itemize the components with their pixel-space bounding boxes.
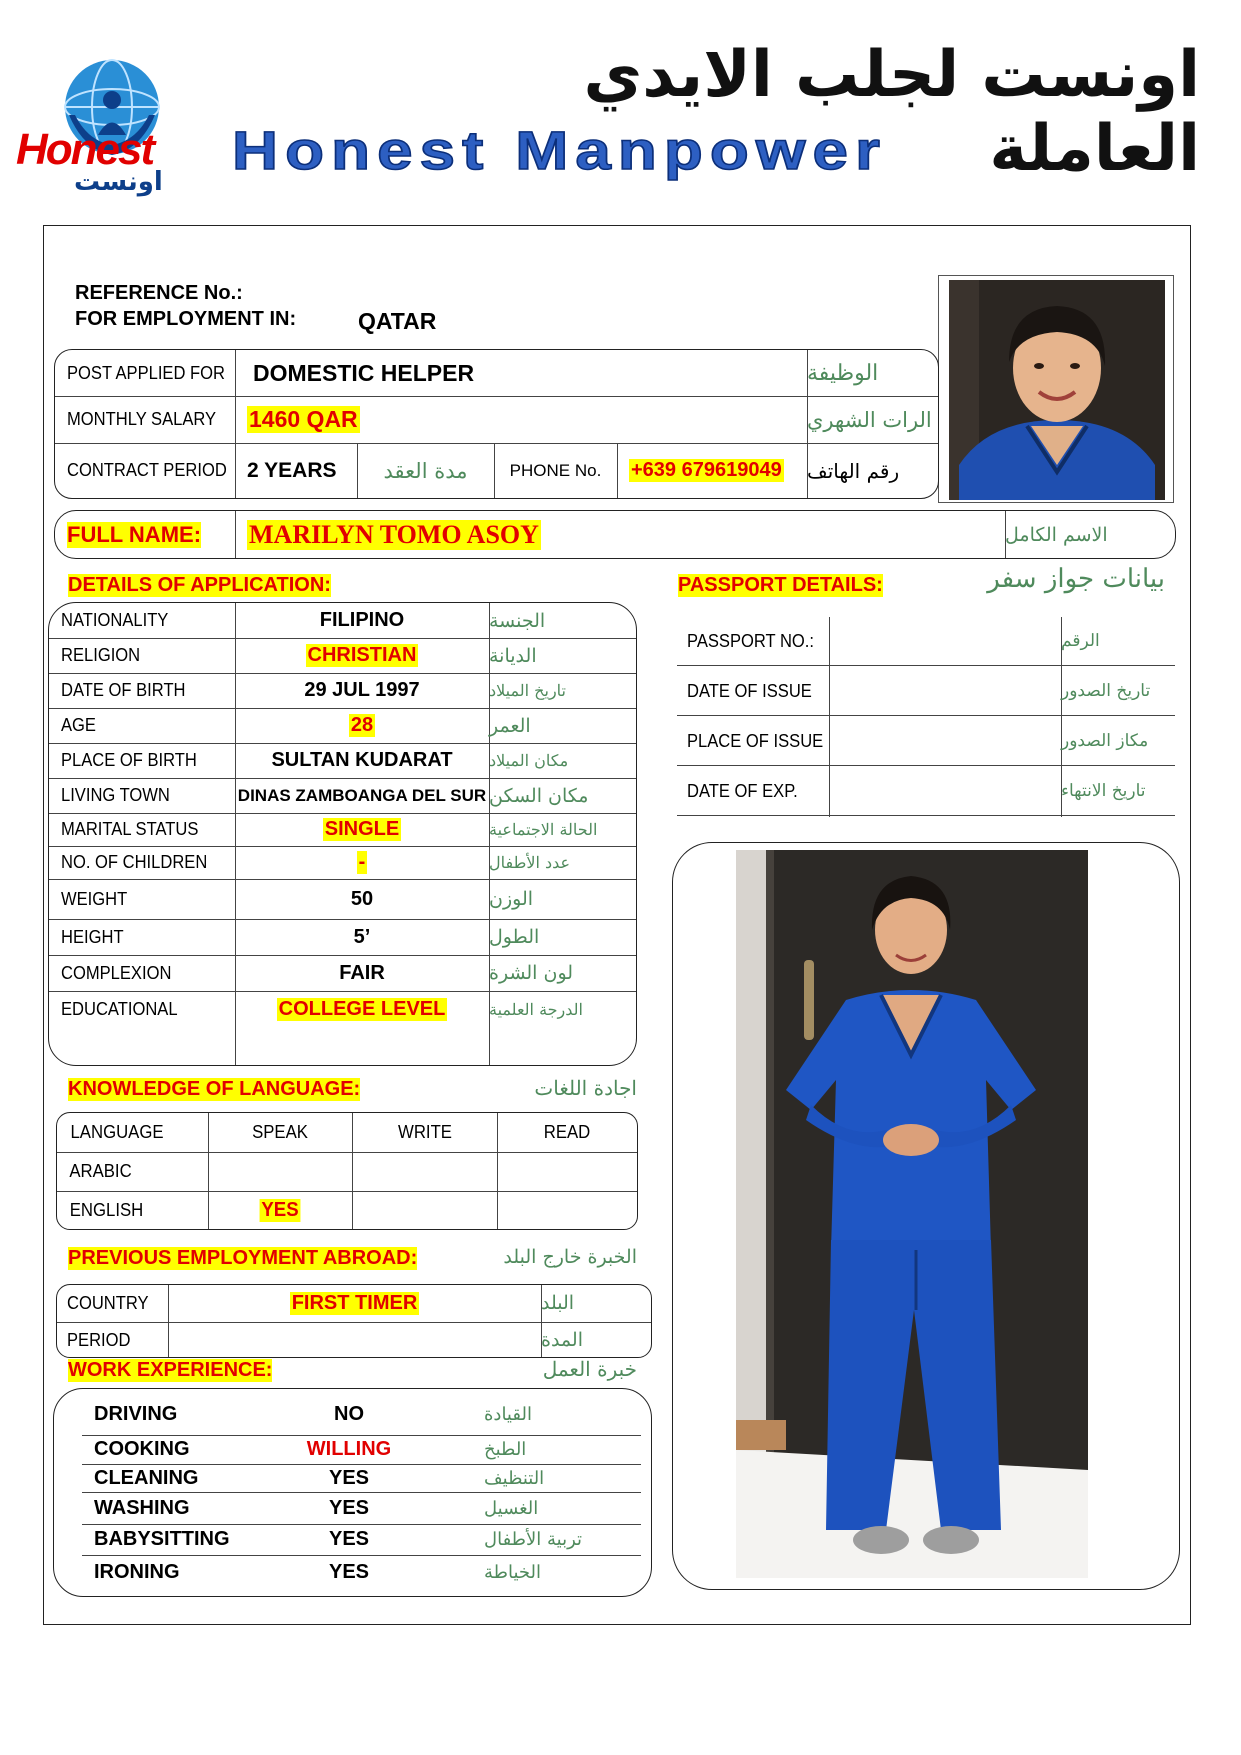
salary-label: MONTHLY SALARY	[67, 409, 217, 429]
language-cell	[208, 1152, 352, 1191]
post-value: DOMESTIC HELPER	[253, 359, 475, 386]
detail-arabic: الحالة الاجتماعية	[489, 820, 598, 839]
language-header: SPEAK	[252, 1122, 308, 1142]
language-cell	[208, 1191, 352, 1229]
previous-label: PERIOD	[67, 1329, 131, 1350]
passport-arabic: الرقم	[1061, 631, 1100, 651]
work-arabic: القيادة	[484, 1403, 532, 1425]
phone-value: +639 679619049	[631, 459, 782, 481]
detail-label: DATE OF BIRTH	[61, 680, 186, 700]
previous-table	[56, 1284, 652, 1358]
language-header: LANGUAGE	[70, 1122, 164, 1142]
detail-value: -	[358, 851, 366, 873]
detail-value: FAIR	[339, 961, 385, 984]
detail-label: WEIGHT	[61, 888, 128, 909]
detail-value: SINGLE	[324, 818, 400, 840]
work-value: YES	[328, 1466, 370, 1489]
language-cell	[497, 1152, 637, 1191]
detail-value: 29 JUL 1997	[304, 679, 420, 701]
language-header: READ	[543, 1122, 591, 1142]
work-arabic: التنظيف	[484, 1467, 545, 1489]
salary-value: 1460 QAR	[249, 406, 358, 432]
passport-label: PLACE OF ISSUE	[687, 730, 824, 751]
work-arabic: تربية الأطفال	[484, 1529, 583, 1550]
detail-value: FILIPINO	[319, 609, 405, 631]
phone-label: PHONE No.	[509, 460, 602, 480]
detail-value-cell	[235, 673, 489, 708]
language-value: ENGLISH	[69, 1199, 144, 1220]
language-table	[56, 1112, 638, 1230]
detail-arabic: مكان السكن	[489, 784, 589, 807]
detail-value-cell	[235, 603, 489, 638]
passport-label: PASSPORT NO.:	[687, 630, 815, 651]
full-name-arabic: الاسم الكامل	[1005, 523, 1108, 546]
full-name-box	[54, 510, 1176, 559]
detail-value-cell	[235, 955, 489, 991]
detail-arabic: الطول	[489, 926, 540, 948]
detail-label: NO. OF CHILDREN	[61, 852, 208, 872]
previous-arabic: المدة	[541, 1329, 583, 1351]
detail-arabic: الدرجة العلمية	[489, 999, 583, 1019]
detail-value: 50	[350, 887, 374, 910]
detail-arabic: عدد الأطفال	[489, 853, 571, 872]
work-value: YES	[328, 1496, 370, 1519]
contract-arabic: مدة العقد	[383, 458, 468, 483]
passport-label: DATE OF EXP.	[687, 780, 798, 801]
detail-label: LIVING TOWN	[61, 785, 170, 805]
detail-value-cell	[235, 846, 489, 879]
details-table	[48, 602, 637, 1066]
salary-arabic: الرات الشهري	[807, 407, 932, 432]
language-heading-arabic: اجادة اللغات	[534, 1076, 637, 1100]
work-heading-arabic: خبرة العمل	[542, 1357, 637, 1381]
language-cell	[208, 1113, 352, 1152]
language-cell	[352, 1152, 497, 1191]
passport-value	[837, 717, 1057, 765]
passport-arabic: تاريخ الانتهاء	[1061, 781, 1146, 801]
language-cell	[67, 1152, 208, 1191]
detail-value-cell	[235, 743, 489, 778]
previous-value: FIRST TIMER	[291, 1291, 418, 1314]
work-arabic: الخياطة	[484, 1561, 541, 1583]
detail-arabic: تاريخ الميلاد	[489, 681, 566, 700]
detail-value: 5’	[353, 925, 371, 948]
detail-value-cell	[235, 813, 489, 846]
work-table	[53, 1388, 652, 1597]
previous-heading: PREVIOUS EMPLOYMENT ABROAD:	[68, 1247, 418, 1269]
logo-word: Honest	[16, 125, 154, 174]
post-label: POST APPLIED FOR	[67, 362, 225, 383]
passport-table	[677, 617, 1175, 817]
detail-value: DINAS ZAMBOANGA DEL SUR	[237, 785, 487, 805]
detail-label: PLACE OF BIRTH	[61, 750, 197, 770]
passport-value	[837, 767, 1057, 815]
work-label: DRIVING	[94, 1402, 178, 1425]
detail-value: COLLEGE LEVEL	[278, 997, 446, 1020]
previous-label: COUNTRY	[67, 1292, 149, 1313]
passport-arabic: مكاز الصدور	[1061, 731, 1149, 751]
detail-value-cell	[235, 991, 489, 1027]
detail-arabic: العمر	[489, 714, 531, 737]
language-header: WRITE	[397, 1122, 452, 1142]
contract-label: CONTRACT PERIOD	[67, 460, 227, 480]
work-label: IRONING	[94, 1560, 180, 1583]
language-value: YES	[261, 1198, 299, 1221]
work-value: YES	[328, 1560, 370, 1583]
detail-arabic: الديانة	[489, 644, 537, 667]
applicant-photo-full	[736, 850, 1088, 1578]
company-name-english: Honest Manpower	[232, 121, 887, 181]
detail-arabic: الوزن	[489, 888, 534, 910]
work-arabic: الطبخ	[484, 1439, 527, 1460]
work-heading: WORK EXPERIENCE:	[68, 1359, 273, 1381]
full-name-label: FULL NAME:	[67, 521, 202, 547]
company-logo	[14, 55, 194, 195]
employment-label: FOR EMPLOYMENT IN:	[75, 308, 297, 330]
detail-value-cell	[235, 708, 489, 743]
detail-label: NATIONALITY	[61, 610, 169, 630]
application-heading: DETAILS OF APPLICATION:	[68, 574, 331, 596]
passport-value	[837, 617, 1057, 665]
language-cell	[497, 1191, 637, 1229]
passport-label: DATE OF ISSUE	[687, 680, 812, 701]
detail-arabic: الجنسة	[489, 609, 546, 632]
work-label: WASHING	[94, 1496, 190, 1519]
detail-label: RELIGION	[61, 645, 141, 665]
work-value: WILLING	[306, 1438, 392, 1460]
detail-label: EDUCATIONAL	[61, 998, 178, 1019]
contract-value: 2 YEARS	[247, 458, 337, 482]
detail-value-cell	[235, 879, 489, 919]
language-heading: KNOWLEDGE OF LANGUAGE:	[68, 1078, 361, 1100]
work-arabic: الغسيل	[484, 1497, 539, 1519]
previous-arabic: البلد	[541, 1292, 575, 1314]
passport-heading-arabic: بيانات جواز سفر	[987, 564, 1165, 594]
detail-arabic: لون الشرة	[489, 962, 574, 984]
detail-value: SULTAN KUDARAT	[271, 749, 453, 771]
detail-value-cell	[235, 919, 489, 955]
work-label: CLEANING	[94, 1466, 199, 1489]
applicant-photo-small	[938, 275, 1174, 503]
work-label: BABYSITTING	[94, 1528, 230, 1550]
employment-country: QATAR	[358, 308, 437, 334]
full-name-value: MARILYN TOMO ASOY	[249, 519, 539, 549]
previous-value-cell	[168, 1322, 541, 1358]
detail-arabic: مكان الميلاد	[489, 751, 569, 770]
work-value: YES	[328, 1528, 370, 1550]
detail-value-cell	[235, 778, 489, 813]
detail-value: CHRISTIAN	[307, 644, 417, 666]
previous-heading-arabic: الخبرة خارج البلد	[503, 1246, 637, 1268]
detail-label: COMPLEXION	[61, 962, 172, 983]
language-cell	[67, 1113, 208, 1152]
language-cell	[67, 1191, 208, 1229]
reference-label: REFERENCE No.:	[75, 282, 243, 304]
detail-label: AGE	[61, 715, 96, 735]
passport-arabic: تاريخ الصدور	[1061, 681, 1151, 701]
passport-heading: PASSPORT DETAILS:	[678, 574, 883, 596]
detail-label: MARITAL STATUS	[61, 819, 199, 839]
language-value: ARABIC	[69, 1161, 132, 1181]
detail-value-cell	[235, 638, 489, 673]
detail-value: 28	[350, 714, 374, 736]
language-cell	[497, 1113, 637, 1152]
post-arabic: الوظيفة	[807, 360, 879, 386]
language-cell	[352, 1113, 497, 1152]
passport-value	[837, 667, 1057, 715]
company-name-arabic: اونست لجلب الايدي العاملة	[583, 38, 1200, 186]
phone-arabic: رقم الهاتف	[807, 458, 900, 483]
job-table	[54, 349, 939, 499]
work-label: COOKING	[94, 1438, 190, 1460]
work-value: NO	[334, 1402, 364, 1425]
logo-arabic: اونست	[74, 167, 163, 197]
detail-label: HEIGHT	[61, 926, 124, 947]
previous-value-cell	[168, 1285, 541, 1321]
language-cell	[352, 1191, 497, 1229]
